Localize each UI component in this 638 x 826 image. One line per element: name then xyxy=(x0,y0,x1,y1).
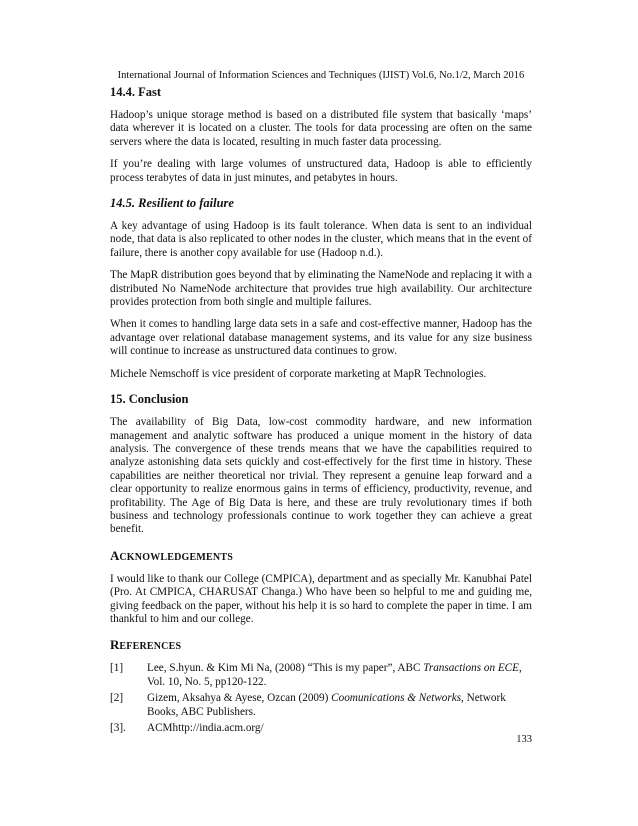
reference-number: [2] xyxy=(110,692,124,705)
section-title-conclusion: 15. Conclusion xyxy=(110,392,189,407)
reference-text-part: Gizem, Aksahya & Ayese, Ozcan (2009) xyxy=(147,692,332,705)
paragraph: Hadoop’s unique storage method is based on a distributed file system that basically ‘maps’ data wherever it is located on a cluster. The tools for data processing are often on the same servers where the data is located, resulting in much faster data processing. xyxy=(110,109,532,148)
section-title-fast: 14.4. Fast xyxy=(110,85,162,99)
paragraph: A key advantage of using Hadoop is its fault tolerance. When data is sent to an individual node, that data is also replicated to other nodes in the cluster, which means that in the event of failure, there is another copy available for use (Hadoop n.d.). xyxy=(110,220,532,259)
section-references xyxy=(110,637,532,735)
title-rest: EFERENCES xyxy=(119,641,182,653)
reference-item xyxy=(110,692,532,719)
running-header: International Journal of Information Sciences and Techniques (IJIST) Vol.6, No.1/2, March 2016 xyxy=(117,70,525,81)
section-title-resilient: 14.5. Resilient to failure xyxy=(110,196,234,211)
title-initial: A xyxy=(110,547,120,563)
title-rest: CKNOWLEDGEMENTS xyxy=(119,551,233,563)
reference-text-part: , Vol. 10, No. 5, pp120-122. xyxy=(147,662,522,688)
reference-text[interactable] xyxy=(147,722,532,735)
reference-text-part: Lee, S.hyun. & Kim Mi Na, (2008) “This is my paper”, ABC xyxy=(147,662,424,675)
title-initial: R xyxy=(110,637,120,653)
reference-number: [1] xyxy=(110,662,124,675)
page-number: 133 xyxy=(516,734,532,745)
reference-venue: Coomunications & Networks xyxy=(331,692,462,705)
reference-item xyxy=(110,662,532,689)
section-acknowledgements xyxy=(110,548,532,627)
reference-number: [3]. xyxy=(110,722,126,734)
section-conclusion xyxy=(110,392,532,537)
section-resilient xyxy=(110,196,532,381)
section-fast xyxy=(110,85,532,185)
reference-venue: Transactions on ECE xyxy=(423,662,519,675)
paragraph: I would like to thank our College (CMPICA), department and as specially Mr. Kanubhai Patel (Pro. At CMPICA, CHARUSAT Changa.) Who have been so helpful to me and guiding me, giving feedback on the paper, without his help it is so hard to complete the paper in time. I am thankful to him and our college. xyxy=(110,572,532,625)
reference-text xyxy=(147,662,532,689)
reference-text xyxy=(147,692,532,719)
paragraph: The MapR distribution goes beyond that by eliminating the NameNode and replacing it with a distributed No NameNode architecture that provides true high availability. Our architecture provides protection from both single and multiple failures. xyxy=(110,269,532,309)
paragraph: If you’re dealing with large volumes of unstructured data, Hadoop is able to efficiently process terabytes of data in just minutes, and petabytes in hours. xyxy=(110,158,532,184)
paragraph: Michele Nemschoff is vice president of corporate marketing at MapR Technologies. xyxy=(110,367,487,380)
reference-item xyxy=(110,722,532,735)
paragraph: The availability of Big Data, low-cost commodity hardware, and new information management and analytic software has produced a unique moment in the history of data analysis. The convergence of these trends means that we have the capabilities required to analyze astonishing data sets quickly and cost-effectively for the first time in history. These capabilities are neither theoretical nor trivial. They represent a genuine leap forward and a clear opportunity to realize enormous gains in terms of efficiency, productivity, revenue, and profitability. The Age of Big Data is here, and these are truly revolutionary times if both business and technology professionals continue to work together they can achieve a great benefit. xyxy=(110,416,532,536)
reference-text-part: , Network Books, ABC Publishers. xyxy=(147,692,506,718)
reference-link[interactable]: ACMhttp://india.acm.org/ xyxy=(147,722,264,734)
section-title-references xyxy=(110,637,532,653)
reference-list xyxy=(110,662,532,735)
paragraph: When it comes to handling large data sets in a safe and cost-effective manner, Hadoop has the advantage over relational database management systems, and its value for any size business will continue to increase as unstructured data continues to grow. xyxy=(110,318,532,358)
section-title-acknowledgements xyxy=(110,548,532,564)
